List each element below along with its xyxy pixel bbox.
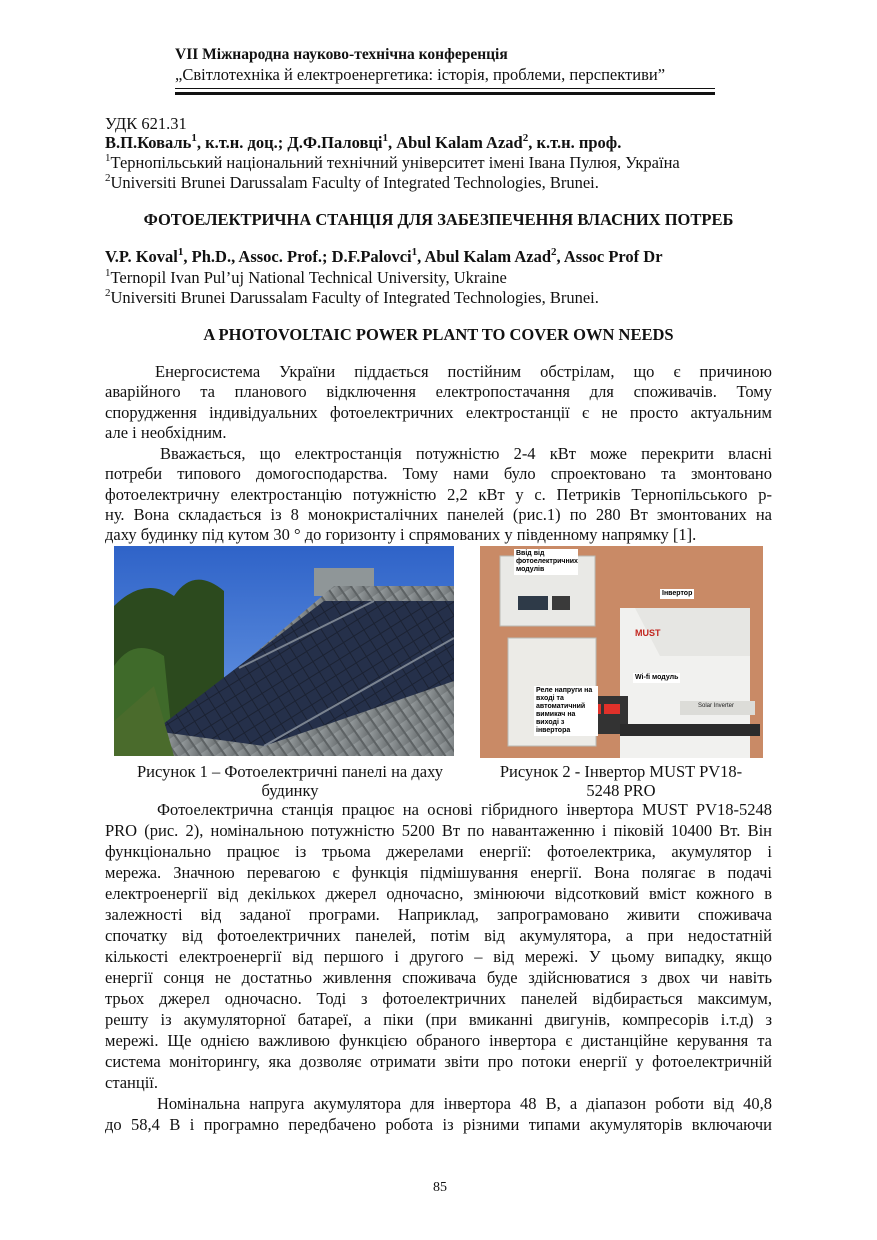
author-degree: , Ph.D., Assoc. Prof.;: [183, 247, 332, 266]
caption-line: будинку: [261, 781, 319, 800]
affiliation-ua-1: [105, 153, 680, 173]
header-rule-thin: [175, 88, 715, 89]
affiliation-mark: 2: [105, 172, 111, 184]
author-separator: ,: [387, 133, 397, 152]
affiliation-mark: 1: [105, 152, 111, 164]
paragraph-line: кількості електроенергії від першого і другого – від мережі. У цьому випадку, якщо: [105, 947, 772, 966]
paragraph-line: система моніторингу, яка дозволяє отримати звіти про потоки енергії у фотоелектричній: [105, 1052, 772, 1071]
author-separator: ,: [417, 247, 425, 266]
title-en: A PHOTOVOLTAIC POWER PLANT TO COVER OWN NEEDS: [203, 325, 674, 344]
paragraph-line: решту із акумуляторної батареї, а піки (при вмиканні двигунів, компресорів і.т.д) з: [105, 1010, 772, 1029]
inverter-brand-logo: MUST: [635, 628, 661, 638]
affiliation-mark: 1: [105, 267, 111, 279]
paragraph-line: станції.: [105, 1073, 159, 1092]
conference-title: VII Міжнародна науково-технічна конференція: [175, 46, 508, 63]
inverter-model-text: Solar Inverter: [698, 703, 735, 709]
paragraph-line: даху будинку під кутом 30 ° до горизонту і спрямованих у південному напрямку [1].: [105, 525, 697, 544]
affiliation-text: Ternopil Ivan Pul’uj National Technical University, Ukraine: [110, 268, 507, 287]
paragraph-line: Фотоелектрична станція працює на основі гібридного інвертора MUST PV18-5248: [157, 800, 772, 819]
affiliation-mark: 1: [191, 132, 197, 144]
paragraph-line: Номінальна напруга акумулятора для інвертора 48 В, а діапазон роботи від 40,8: [157, 1094, 772, 1113]
caption-line: Рисунок 1 – Фотоелектричні панелі на даху: [137, 762, 443, 781]
paragraph-line: Енергосистема України піддається постійним обстрілам, що є причиною: [155, 362, 772, 381]
label-pv-input: Ввід від фотоелектричних модулів: [516, 550, 578, 573]
affiliation-mark: 2: [522, 132, 529, 144]
paragraph-line: трьох джерел одночасно. Тоді з фотоелектричних панелей відбирається максимум,: [105, 989, 772, 1008]
figure-1-caption: [105, 762, 475, 800]
author-name: В.П.Коваль: [105, 133, 192, 152]
affiliation-ua-2: [105, 173, 599, 193]
paragraph-line: але і необхідним.: [105, 423, 227, 442]
paragraph-line: електроенергії від декількох джерел одночасно, змінюючи відсотковий вміст кожного в: [105, 884, 772, 903]
figure-2-inverter-photo: [480, 546, 763, 758]
figure-1-solar-panels-photo: [114, 546, 454, 756]
udk-code: УДК 621.31: [105, 114, 187, 133]
affiliation-mark: 1: [411, 246, 418, 258]
caption-line: Рисунок 2 - Інвертор MUST PV18-: [499, 762, 743, 781]
paragraph-line: енергії сонця не достатньо живлення споживача буде здійснюватися з двох чи навіть: [105, 968, 772, 987]
author-name: Д.Ф.Паловці: [287, 133, 383, 152]
author-degree: , Assoc Prof Dr: [556, 247, 663, 266]
paragraph-line: ну. Вона складається із 8 монокристалічних панелей (рис.1) по 280 Вт змонтованих на: [105, 505, 772, 524]
affiliation-mark: 1: [177, 246, 184, 258]
caption-line: 5248 PRO: [586, 781, 656, 800]
inverter-illustration: [480, 546, 763, 758]
author-name: V.P. Koval: [105, 247, 178, 266]
label-inverter: Інвертор: [662, 590, 693, 597]
affiliation-text: Universiti Brunei Darussalam Faculty of Integrated Technologies, Brunei.: [110, 173, 599, 192]
affiliation-en-2: [105, 288, 599, 308]
affiliation-mark: 2: [551, 246, 557, 258]
solar-roof-illustration: [114, 546, 454, 756]
affiliation-en-1: [105, 268, 507, 288]
paragraph-line: мережа. Значною перевагою є функція підмішування енергії. Вона полягає в подачі: [105, 863, 772, 882]
header-rule-thick: [175, 92, 715, 95]
figure-2-caption: [476, 762, 766, 800]
affiliation-text: Тернопільський національний технічний університет імені Івана Пулюя, Україна: [110, 153, 680, 172]
affiliation-mark: 2: [105, 287, 111, 299]
paragraph-line: мережі. Ще однією важливою функцією обраного інвертора є дистанційне керування та: [105, 1031, 772, 1050]
paragraph-line: функціонально працює із трьома джерелами енергії: фотоелектрика, акумулятор і: [105, 842, 772, 861]
label-relay: Реле напруги на вході та автоматичний вимикач на виході з інвертора: [534, 686, 598, 736]
paragraph-line: аварійного та планового відключення електропостачання для споживачів. Тому: [105, 382, 772, 401]
label-wifi-module: Wi-fi модуль: [635, 674, 679, 681]
author-name: D.F.Palovci: [331, 247, 412, 266]
author-name: Abul Kalam Azad: [396, 133, 523, 152]
authors-ua: [105, 133, 621, 153]
affiliation-mark: 1: [382, 132, 388, 144]
paragraph-line: фотоелектричну електростанцію потужністю 2,2 кВт у с. Петриків Тернопільського р-: [105, 485, 772, 504]
affiliation-text: Universiti Brunei Darussalam Faculty of Integrated Technologies, Brunei.: [110, 288, 599, 307]
author-degree: , к.т.н. проф.: [528, 133, 622, 152]
authors-en: [105, 247, 663, 267]
paragraph-line: спочатку від фотоелектричних панелей, потім від акумулятора, а при недостатній: [105, 926, 772, 945]
paragraph-line: до 58,4 В і програмно передбачено робота із різними типами акумуляторів включаючи: [105, 1115, 772, 1134]
paragraph-line: потреби типового домогосподарства. Тому нами було спроектовано та змонтовано: [105, 464, 772, 483]
conference-subtitle: „Світлотехніка й електроенергетика: історія, проблеми, перспективи”: [175, 65, 666, 84]
author-degree: , к.т.н. доц.;: [196, 133, 288, 152]
author-name: Abul Kalam Azad: [424, 247, 552, 266]
paragraph-line: PRO (рис. 2), номінальною потужністю 5200 Вт по навантаженню і піковій 10400 Вт. Він: [105, 821, 772, 840]
title-ua: ФОТОЕЛЕКТРИЧНА СТАНЦІЯ ДЛЯ ЗАБЕЗПЕЧЕННЯ ВЛАСНИХ ПОТРЕБ: [143, 210, 734, 229]
paragraph-line: Вважається, що електростанція потужністю 2-4 кВт може перекрити власні: [160, 444, 772, 463]
paragraph-line: залежності від заданої програми. Наприклад, запрограмовано живити споживача: [105, 905, 772, 924]
page-number: 85: [433, 1180, 447, 1195]
paragraph-line: спорудження індивідуальних фотоелектричних електростанції є не просто актуальним: [105, 403, 772, 422]
